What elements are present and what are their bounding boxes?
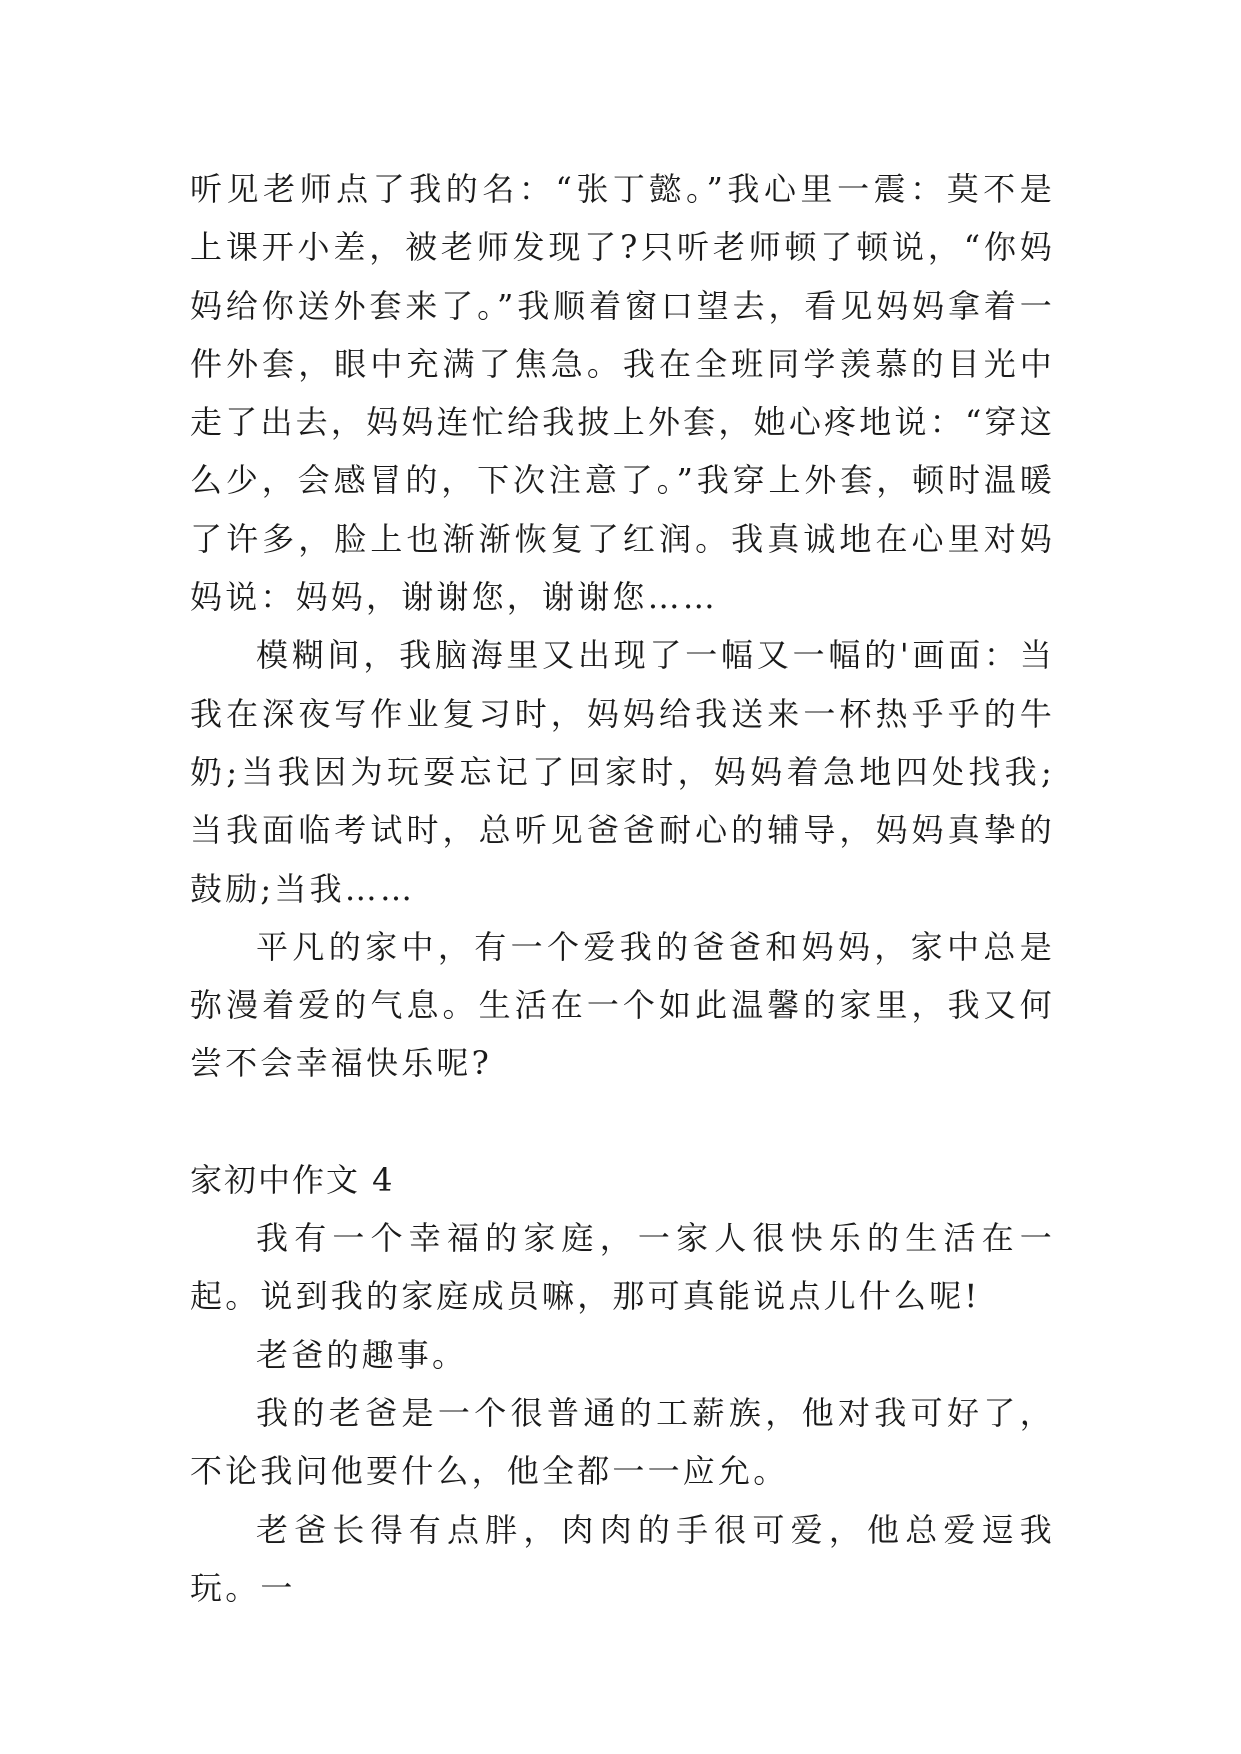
paragraph-warm-home: 平凡的家中，有一个爱我的爸爸和妈妈，家中总是弥漫着爱的气息。生活在一个如此温馨的家里，我又何尝不会幸福快乐呢? <box>190 927 1055 1083</box>
paragraph-mother-jacket: 听见老师点了我的名：“张丁懿。”我心里一震：莫不是上课开小差，被老师发现了?只听老师顿了顿说，“你妈妈给你送外套来了。”我顺着窗口望去，看见妈妈拿着一件外套，眼中充满了焦急。我在全班同学羡慕的目光中走了出去，妈妈连忙给我披上外套，她心疼地说：“穿这么少，会感冒的，下次注意了。”我穿上外套，顿时温暖了许多，脸上也渐渐恢复了红润。我真诚地在心里对妈妈说：妈妈，谢谢您，谢谢您…… <box>190 170 1055 617</box>
paragraph-dad-ordinary: 我的老爸是一个很普通的工薪族，他对我可好了，不论我问他要什么，他全都一一应允。 <box>190 1393 1055 1491</box>
section-spacer <box>190 1093 1055 1151</box>
paragraph-memories: 模糊间，我脑海里又出现了一幅又一幅的'画面：当我在深夜写作业复习时，妈妈给我送来一杯热乎乎的牛奶;当我因为玩耍忘记了回家时，妈妈着急地四处找我;当我面临考试时，总听见爸爸耐心的辅导，妈妈真挚的鼓励;当我…… <box>190 636 1055 908</box>
document-page <box>190 160 1055 1617</box>
section-title: 家初中作文 4 <box>190 1160 395 1199</box>
paragraph-dad-chubby: 老爸长得有点胖，肉肉的手很可爱，他总爱逗我玩。一 <box>190 1510 1055 1607</box>
paragraph-dad-stories: 老爸的趣事。 <box>256 1335 468 1374</box>
paragraph-happy-family: 我有一个幸福的家庭，一家人很快乐的生活在一起。说到我的家庭成员嘛，那可真能说点儿什么呢! <box>190 1219 1055 1316</box>
